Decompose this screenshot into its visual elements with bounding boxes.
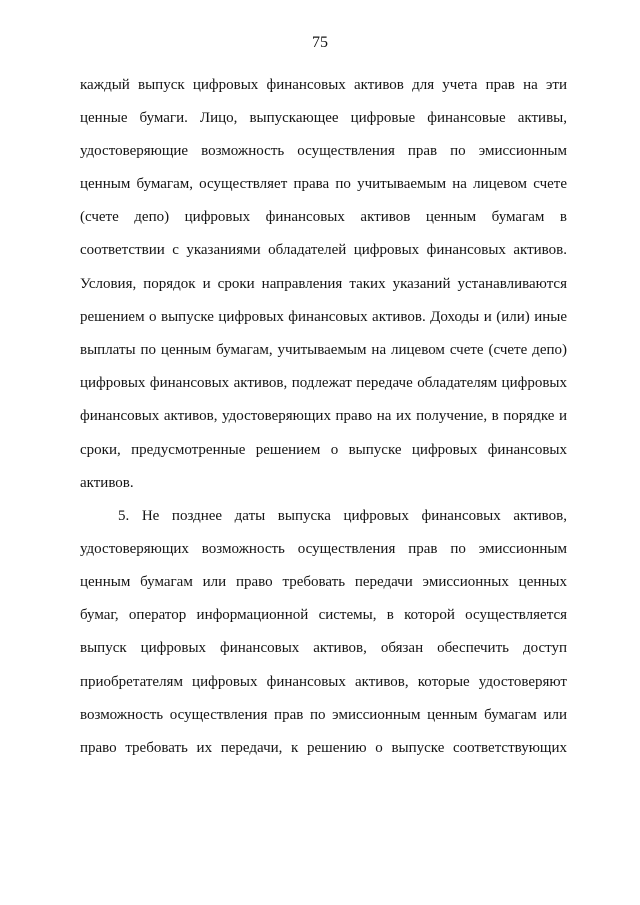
text-line: Условия, порядок и сроки направления таких указаний устанавливаются (80, 276, 567, 292)
text-line: удостоверяющие возможность осуществления прав по эмиссионным (80, 143, 567, 159)
text-line: финансовых активов, удостоверяющих право на их получение, в порядке и (80, 408, 567, 424)
text-line: ценным бумагам, осуществляет права по учитываемым на лицевом счете (80, 176, 567, 192)
paragraph-start-line: 5. Не позднее даты выпуска цифровых финансовых активов, (118, 508, 567, 524)
text-line: удостоверяющих возможность осуществления прав по эмиссионным (80, 541, 567, 557)
text-line: право требовать их передачи, к решению о выпуске соответствующих (80, 740, 567, 756)
text-line: бумаг, оператор информационной системы, в которой осуществляется (80, 607, 567, 623)
text-line: выплаты по ценным бумагам, учитываемым на лицевом счете (счете депо) (80, 342, 567, 358)
text-line: возможность осуществления прав по эмиссионным ценным бумагам или (80, 707, 567, 723)
text-line: ценным бумагам или право требовать передачи эмиссионных ценных (80, 574, 567, 590)
text-line: каждый выпуск цифровых финансовых активов для учета прав на эти (80, 77, 567, 93)
text-line: цифровых финансовых активов, подлежат передаче обладателям цифровых (80, 375, 567, 391)
text-line: ценные бумаги. Лицо, выпускающее цифровые финансовые активы, (80, 110, 567, 126)
text-line: активов. (80, 475, 134, 491)
text-line: соответствии с указаниями обладателей цифровых финансовых активов. (80, 242, 567, 258)
text-line: выпуск цифровых финансовых активов, обязан обеспечить доступ (80, 640, 567, 656)
text-line: приобретателям цифровых финансовых активов, которые удостоверяют (80, 674, 567, 690)
page-number: 75 (312, 34, 328, 51)
text-line: решением о выпуске цифровых финансовых активов. Доходы и (или) иные (80, 309, 567, 325)
text-line: сроки, предусмотренные решением о выпуске цифровых финансовых (80, 442, 567, 458)
text-line: (счете депо) цифровых финансовых активов ценным бумагам в (80, 209, 567, 225)
